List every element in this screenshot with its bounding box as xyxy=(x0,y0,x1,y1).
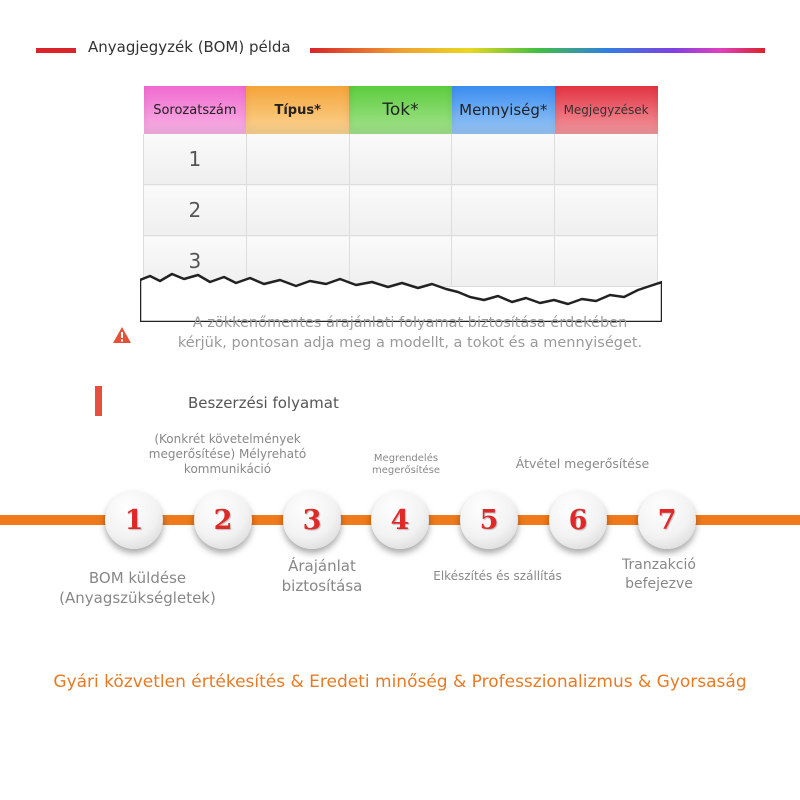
warning-triangle-icon xyxy=(112,326,132,344)
step-1-circle: 1 xyxy=(105,491,163,549)
header-type: Típus* xyxy=(246,86,349,134)
process-accent-bar xyxy=(95,386,102,416)
step-3-circle: 3 xyxy=(283,491,341,549)
table-cell xyxy=(246,185,349,236)
step-4-label xyxy=(360,453,452,477)
step-6-label: Átvétel megerősítése xyxy=(515,456,650,471)
warning-line-2: kérjük, pontosan adja meg a modellt, a tokot és a mennyiséget. xyxy=(177,335,643,351)
bom-table-header-row xyxy=(144,86,658,134)
page-title: Anyagjegyzék (BOM) példa xyxy=(88,38,291,56)
row-number: 1 xyxy=(144,134,247,185)
header-notes: Megjegyzések xyxy=(555,86,658,134)
table-row xyxy=(144,185,658,236)
bom-table xyxy=(143,86,658,287)
table-cell xyxy=(246,134,349,185)
step-2-label-text: (Konkrét követelmények megerősítése) Mélyreható kommunikáció xyxy=(148,432,307,476)
warning-line-1: A zökkenőmentes árajánlati folyamat biztosítása érdekében xyxy=(192,315,628,331)
table-cell xyxy=(349,134,452,185)
step-5-circle: 5 xyxy=(460,491,518,549)
warning-message xyxy=(140,313,680,353)
title-rainbow-bar xyxy=(310,48,765,53)
table-cell xyxy=(452,134,555,185)
step-7-label-text: Tranzakció befejezve xyxy=(622,557,696,592)
step-3-label-text: Árajánlat biztosítása xyxy=(281,557,363,595)
step-4-circle: 4 xyxy=(371,491,429,549)
table-cell xyxy=(452,185,555,236)
header-package: Tok* xyxy=(349,86,452,134)
slogan: Gyári közvetlen értékesítés & Eredeti minőség & Professzionalizmus & Gyorsaság xyxy=(53,672,747,692)
process-title: Beszerzési folyamat xyxy=(188,394,339,412)
step-7-circle: 7 xyxy=(638,491,696,549)
row-number: 2 xyxy=(144,185,247,236)
step-5-label: Elkészítés és szállítás xyxy=(433,569,562,583)
step-3-label xyxy=(262,556,382,596)
table-cell xyxy=(555,185,658,236)
header-quantity: Mennyiség* xyxy=(452,86,555,134)
step-2-circle: 2 xyxy=(194,491,252,549)
step-1-label-text: BOM küldése (Anyagszükségletek) xyxy=(59,569,216,607)
step-2-label xyxy=(140,432,315,477)
step-1-label xyxy=(50,568,225,608)
step-6-circle: 6 xyxy=(549,491,607,549)
step-7-label xyxy=(612,556,706,594)
title-accent-bar xyxy=(36,48,76,53)
step-4-label-text: Megrendelés megerősítése xyxy=(371,453,441,476)
table-row xyxy=(144,134,658,185)
row-number: 3 xyxy=(144,236,247,287)
header-serial-number: Sorozatszám xyxy=(144,86,247,134)
table-cell xyxy=(555,134,658,185)
table-cell xyxy=(349,185,452,236)
